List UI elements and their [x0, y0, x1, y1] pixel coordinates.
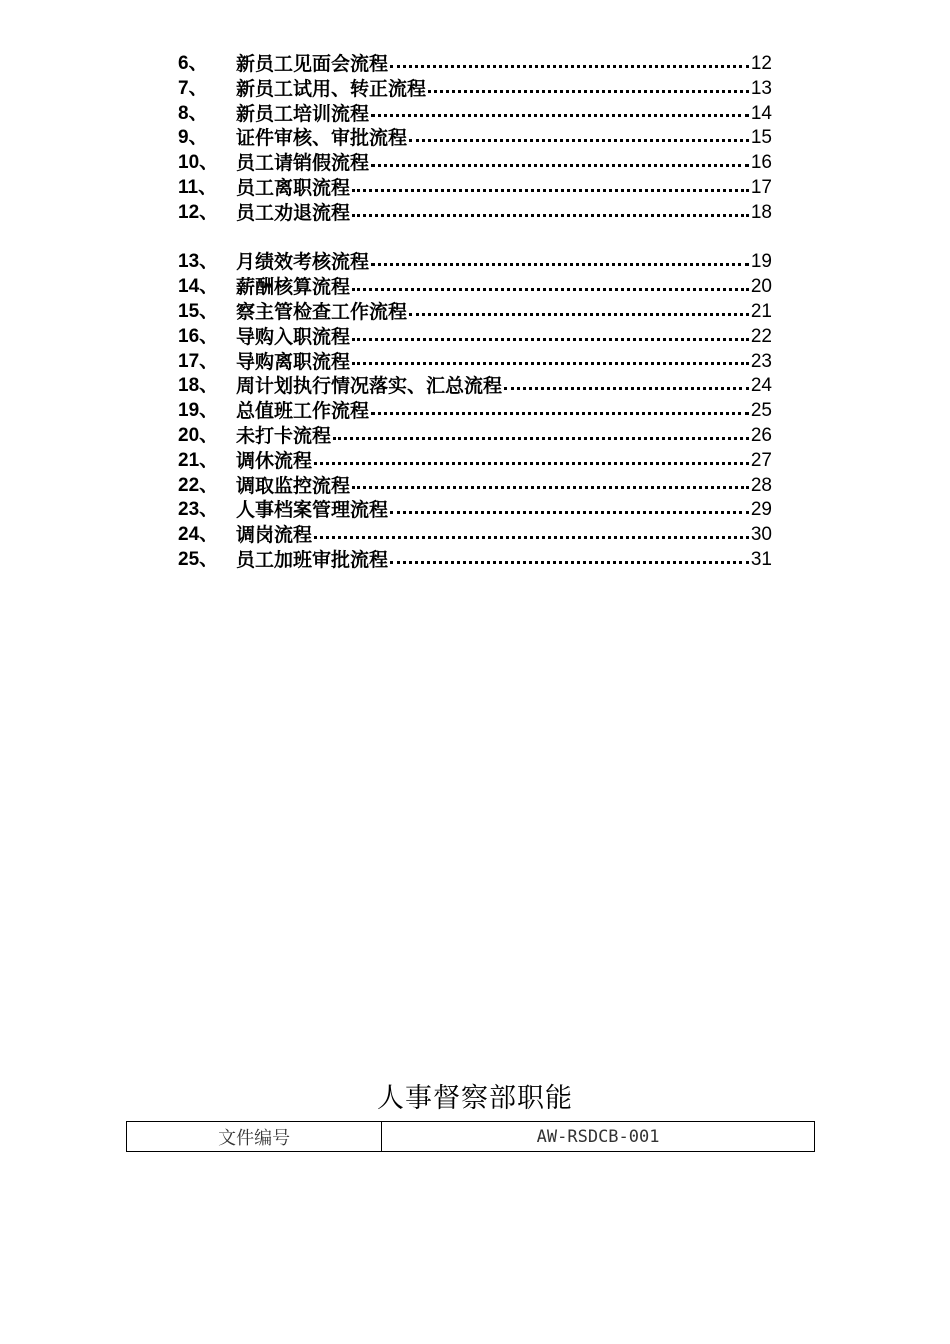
toc-item-page: 14: [750, 102, 772, 124]
toc-item-page: 15: [750, 127, 772, 149]
toc-dot-leader: [409, 300, 749, 325]
toc-item-number: 13、: [178, 251, 219, 273]
toc-item-page: 30: [750, 524, 772, 546]
toc-item[interactable]: [178, 102, 772, 127]
toc-item-page: 22: [750, 325, 772, 347]
toc-dot-leader: [352, 275, 749, 300]
toc-dot-leader: [390, 548, 749, 573]
toc-item[interactable]: [178, 399, 772, 424]
toc-item-page: 25: [750, 400, 772, 422]
toc-item-number: 6、: [178, 53, 208, 74]
toc-item[interactable]: [178, 424, 772, 449]
toc-item-page: 24: [750, 375, 772, 397]
toc-item[interactable]: [178, 250, 772, 275]
toc-item-page: 18: [750, 201, 772, 223]
toc-dot-leader: [352, 201, 749, 226]
doc-number-label: 文件编号: [127, 1122, 382, 1152]
section-title: 人事督察部职能: [377, 1083, 573, 1114]
toc-item-title: 导购入职流程: [236, 325, 351, 348]
toc-dot-leader: [352, 474, 749, 499]
toc-item-page: 13: [750, 77, 772, 99]
toc-dot-leader: [314, 449, 749, 474]
toc-item[interactable]: [178, 498, 772, 523]
toc-dot-leader: [428, 77, 749, 102]
toc-item-number: 23、: [178, 499, 219, 521]
toc-item[interactable]: [178, 300, 772, 325]
table-of-contents: [178, 52, 772, 573]
toc-item-page: 28: [750, 474, 772, 496]
toc-item-number: 11、: [178, 176, 218, 198]
toc-item[interactable]: [178, 151, 772, 176]
toc-item-title: 新员工试用、转正流程: [236, 77, 427, 100]
toc-item-number: 12、: [178, 201, 219, 223]
toc-dot-leader: [352, 350, 749, 375]
toc-dot-leader: [504, 374, 749, 399]
toc-item-number: 14、: [178, 276, 219, 298]
toc-item-page: 21: [750, 300, 772, 322]
toc-item-page: 27: [750, 449, 772, 471]
toc-item[interactable]: [178, 275, 772, 300]
document-info-table: [126, 1121, 815, 1152]
toc-item[interactable]: [178, 523, 772, 548]
toc-item[interactable]: [178, 325, 772, 350]
toc-item-number: 18、: [178, 375, 219, 397]
toc-item-title: 未打卡流程: [236, 424, 332, 447]
toc-item-title: 员工请销假流程: [236, 152, 370, 175]
toc-dot-leader: [409, 126, 749, 151]
toc-item-title: 调岗流程: [236, 524, 313, 547]
toc-item-number: 22、: [178, 474, 219, 496]
toc-item[interactable]: [178, 449, 772, 474]
toc-item-number: 16、: [178, 325, 219, 347]
toc-item-title: 察主管检查工作流程: [236, 300, 408, 323]
toc-item[interactable]: [178, 176, 772, 201]
toc-item[interactable]: [178, 77, 772, 102]
toc-item-page: 23: [750, 350, 772, 372]
toc-item-title: 周计划执行情况落实、汇总流程: [236, 375, 503, 398]
toc-item[interactable]: [178, 374, 772, 399]
toc-dot-leader: [390, 498, 749, 523]
toc-item-number: 8、: [178, 102, 208, 124]
toc-item-title: 导购离职流程: [236, 350, 351, 373]
toc-item-title: 新员工见面会流程: [236, 53, 389, 75]
toc-item-number: 9、: [178, 127, 208, 149]
toc-item-number: 7、: [178, 77, 208, 99]
toc-item-number: 17、: [178, 350, 219, 372]
table-row: [127, 1122, 815, 1152]
toc-item-page: 31: [750, 548, 772, 570]
toc-item-title: 月绩效考核流程: [236, 251, 370, 274]
toc-blank-line: [178, 226, 772, 251]
toc-item-page: 20: [750, 276, 772, 298]
toc-item-page: 19: [750, 251, 772, 273]
toc-item-page: 29: [750, 499, 772, 521]
toc-item-title: 调取监控流程: [236, 474, 351, 497]
toc-dot-leader: [333, 424, 749, 449]
toc-item-number: 24、: [178, 524, 219, 546]
toc-item-title: 证件审核、审批流程: [236, 127, 408, 150]
toc-item[interactable]: [178, 201, 772, 226]
toc-item-number: 15、: [178, 300, 219, 322]
toc-dot-leader: [371, 151, 749, 176]
toc-item-page: 17: [750, 176, 772, 198]
toc-item-title: 新员工培训流程: [236, 102, 370, 125]
toc-item-page: 26: [750, 424, 772, 446]
toc-item-title: 员工加班审批流程: [236, 548, 389, 571]
toc-item[interactable]: [178, 126, 772, 151]
toc-dot-leader: [352, 176, 749, 201]
toc-item-number: 21、: [178, 449, 219, 471]
toc-dot-leader: [371, 399, 749, 424]
toc-item[interactable]: [178, 350, 772, 375]
toc-item-number: 19、: [178, 400, 219, 422]
toc-item-title: 薪酬核算流程: [236, 276, 351, 299]
toc-item-number: 25、: [178, 548, 219, 570]
toc-item-number: 20、: [178, 424, 219, 446]
toc-item-title: 总值班工作流程: [236, 400, 370, 423]
toc-dot-leader: [352, 325, 749, 350]
toc-item-title: 调休流程: [236, 449, 313, 472]
toc-item-title: 员工离职流程: [236, 176, 351, 199]
toc-item-page: 16: [750, 152, 772, 174]
toc-dot-leader: [390, 52, 749, 77]
toc-item[interactable]: [178, 548, 772, 573]
toc-dot-leader: [371, 250, 749, 275]
toc-item-title: 员工劝退流程: [236, 201, 351, 224]
toc-item-number: 10、: [178, 152, 219, 174]
toc-dot-leader: [371, 102, 749, 127]
toc-item-page: 12: [750, 53, 772, 74]
toc-item[interactable]: [178, 52, 772, 77]
toc-item[interactable]: [178, 474, 772, 499]
doc-number-value: AW-RSDCB-001: [382, 1122, 815, 1152]
toc-item-title: 人事档案管理流程: [236, 499, 389, 522]
toc-dot-leader: [314, 523, 749, 548]
